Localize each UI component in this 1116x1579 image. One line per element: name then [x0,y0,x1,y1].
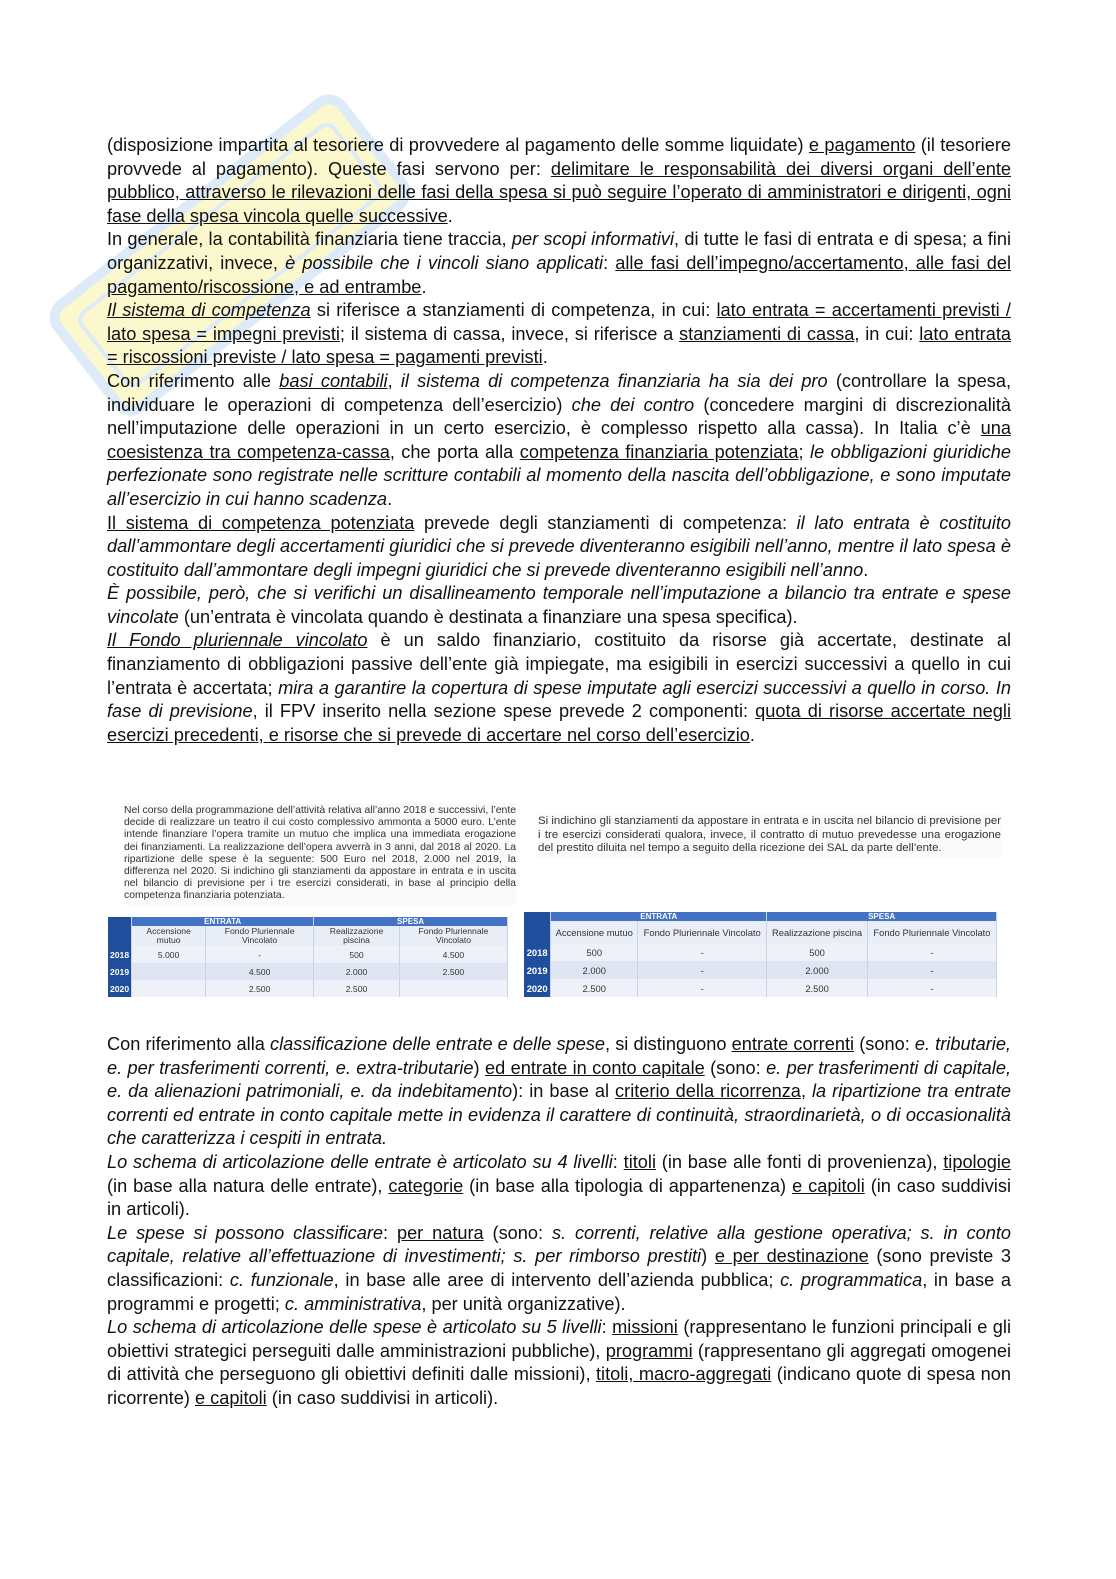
text-run: (disposizione impartita al tesoriere di provvedere al pagamento delle somme liquidate) [107,135,809,155]
column-header: Fondo Pluriennale Vincolato [206,926,314,946]
table-cell: - [867,943,996,961]
table-row [524,943,997,961]
paragraph [107,134,1011,228]
text-run: . [387,488,393,509]
text-run: Con riferimento alla [107,1034,270,1054]
text-run: e. per trasferimenti di capitale, e. da alienazioni patrimoniali, e. da indebitamento [107,1057,1012,1102]
text-run: , si distinguono [605,1034,732,1054]
text-run: , in cui: [854,323,920,344]
top-text-block [107,134,1011,747]
text-run: . [542,347,548,368]
table-cell: 2.500 [551,979,638,997]
text-run: In generale, la contabilità finanziaria tiene traccia, [107,229,512,250]
table-cell: 5.000 [132,946,206,963]
text-run: e pagamento [808,135,916,155]
text-run: Lo schema di articolazione delle spese è articolato su 5 livelli [107,1317,602,1338]
text-run: Lo schema di articolazione delle entrate è articolato su 4 livelli [107,1151,613,1172]
paragraph [107,512,1011,583]
budget-table-right [524,912,997,997]
text-run: le obbligazioni giuridiche perfezionate sono registrate nelle scritture contabili al momento della nascita dell’obbligazione, e sono imputate all’esercizio in cui hanno scadenza [107,441,1011,509]
table-row [524,961,997,979]
text-run: Con riferimento alle [107,370,280,391]
text-run: titoli [623,1151,656,1172]
group-header-entrata: ENTRATA [551,912,767,921]
paragraph [107,370,1011,512]
paragraph [107,582,1011,629]
column-header: Fondo Pluriennale Vincolato [867,921,996,943]
text-run: entrate correnti [731,1034,855,1054]
year-cell: 2020 [524,979,551,997]
text-run: lato entrata = accertamenti previsti / lato spesa = impegni previsti [107,300,1011,344]
paragraph [107,299,1011,370]
text-run: delimitare le responsabilità dei diversi organi dell’ente pubblico, attraverso le rilevazioni delle fasi della spesa si può seguire l’operato di amministratori e dirigenti, ogni fase della spesa vincola quelle successive [107,158,1011,226]
table-cell: - [206,946,314,963]
year-cell: 2018 [108,946,132,963]
text-run: ) [701,1246,715,1267]
text-run: stanziamenti di cassa [679,323,855,344]
text-run: (il tesoriere provvede al pagamento). Queste fasi servono per: [107,135,1011,179]
text-run: Il sistema di competenza potenziata [107,512,415,533]
table-cell [132,980,206,997]
text-run: e per destinazione [714,1246,869,1267]
text-run: . [421,276,427,297]
text-run: , di tutte le fasi di entrata e di spesa; a fini organizzativi, invece, [107,229,1011,273]
text-run: È possibile, però, che si verifichi un disallineamento temporale nell’imputazione a bilancio tra entrate e spese vincolate [107,583,1011,627]
table-corner [108,926,132,946]
table-cell: 500 [551,943,638,961]
text-run: : [601,1317,613,1338]
text-run: (sono previste 3 classificazioni: [107,1246,1012,1290]
paragraph [107,1316,1011,1410]
group-header-entrata: ENTRATA [132,917,314,926]
table-corner [524,921,551,943]
text-run: ) [473,1057,485,1078]
text-run: per natura [396,1222,484,1243]
text-run: alle fasi dell’impegno/accertamento, alle fasi del pagamento/riscossione, e ad entrambe [107,252,1011,297]
text-run: Il sistema di competenza [107,300,311,321]
group-header-spesa: SPESA [314,917,508,926]
text-run: , che porta alla [389,441,520,462]
text-run: ; [798,441,811,462]
text-run: , per unità organizzative). [421,1293,626,1314]
table-cell: 500 [314,946,400,963]
text-run: categorie [388,1175,464,1196]
table-row [108,946,508,963]
text-run: ): in base al [512,1081,616,1102]
text-run: tipologie [943,1151,1011,1172]
table-cell: - [867,961,996,979]
table-cell [399,980,507,997]
paragraph [107,1151,1011,1222]
exercise-text-right: Si indichino gli stanziamenti da appostare in entrata e in uscita nel bilancio di previsione per i tre esercizi considerati qualora, invece, il contratto di mutuo prevedesse una erogazione del prestito diluita nel tempo a seguito della ricezione dei SAL da parte dell’ente. [538,813,1001,858]
text-run: per scopi informativi [511,229,675,250]
text-run: (sono: [704,1057,767,1078]
table-cell: 2.500 [206,980,314,997]
text-run: (un’entrata è vincolata quando è destinata a finanziare una spesa specifica). [178,606,798,627]
table-cell: - [638,943,767,961]
text-run: programmi [605,1340,693,1361]
text-run: e. tributarie, e. per trasferimenti correnti, e. extra-tributarie [107,1034,1011,1078]
text-run: quota di risorse accertate negli esercizi precedenti, e risorse che si prevede di accertare nel corso dell’esercizio [107,701,1011,745]
text-run: (rappresentano gli aggregati omogenei di attività che perseguono gli obiettivi definiti dalle missioni), [107,1340,1012,1385]
text-run: la ripartizione tra entrate correnti ed entrate in conto capitale mette in evidenza il carattere di continuità, straordinarietà, o di occasionalità che caratterizza i cespiti in entrata. [107,1081,1012,1149]
text-run: (sono: [854,1034,915,1054]
text-run: (concedere margini di discrezionalità nell’imputazione delle operazioni in un certo esercizio, è complesso rispetto alla cassa). In Italia c’è [107,394,1011,439]
text-run: , in base a programmi e progetti; [107,1269,1011,1314]
column-header: Fondo Pluriennale Vincolato [638,921,767,943]
text-run: il lato entrata è costituito dall’ammontare degli accertamenti giuridici che si prevede diventeranno esigibili nell’anno, mentre il lato spesa è costituito dall’ammontare degli impegni giuridici che si prevede diventeranno esigibili nell’anno [107,512,1011,580]
table-corner [524,912,551,921]
text-run: (in base alle fonti di provenienza), [656,1151,944,1172]
text-run: competenza finanziaria potenziata [519,441,799,462]
table-row [524,979,997,997]
group-header-spesa: SPESA [767,912,997,921]
table-cell: 2.500 [767,979,868,997]
text-run: classificazione delle entrate e delle spese [269,1034,606,1054]
budget-table-left [108,917,508,997]
text-run: , il FPV inserito nella sezione spese prevede 2 componenti: [252,701,756,722]
text-run: c. funzionale [229,1269,334,1290]
table-cell: 2.500 [314,980,400,997]
text-run: : [603,252,616,273]
table-cell: 500 [767,943,868,961]
text-run: è possibile che i vincoli siano applicati [285,252,604,273]
text-run: lato entrata = riscossioni previste / lato spesa = pagamenti previsti [107,323,1011,368]
column-header: Accensione mutuo [132,926,206,946]
text-run: (in base alla tipologia di appartenenza) [463,1175,793,1196]
text-run: prevede degli stanziamenti di competenza: [414,512,797,533]
table-cell: - [867,979,996,997]
text-run: (controllare la spesa, individuare le operazioni di competenza dell’esercizio) [107,370,1012,415]
table-cell: 2.500 [399,963,507,980]
text-run: (indicano quote di spesa non ricorrente) [107,1364,1011,1408]
text-run: criterio della ricorrenza [615,1081,801,1102]
text-run: e capitoli [194,1387,267,1408]
paragraph [107,1033,1011,1151]
column-header: Fondo Pluriennale Vincolato [399,926,507,946]
text-run: c. amministrativa [284,1293,422,1314]
text-run: (in caso suddivisi in articoli). [107,1175,1011,1220]
table-cell: 2.000 [767,961,868,979]
table-cell: 4.500 [399,946,507,963]
table-cell [132,963,206,980]
text-run: e capitoli [792,1175,865,1196]
table-cell: 2.000 [551,961,638,979]
text-run: basi contabili [279,370,388,391]
text-run: , [387,370,401,391]
year-cell: 2019 [108,963,132,980]
text-run: il sistema di competenza finanziaria ha sia dei pro [400,370,828,391]
table-cell: 2.000 [314,963,400,980]
text-run: s. correnti, relative alla gestione operativa; s. in conto capitale, relative all’effettuazione di investimenti; s. per rimborso prestiti [107,1222,1011,1267]
text-run: è un saldo finanziario, costituito da risorse già accertate, destinate al finanziamento di obbligazioni passive dell’ente già impiegate, ma esigibili in esercizi successivi a quello in cui l’entrata è accertata; [107,630,1011,698]
table-row [108,980,508,997]
text-run: , [800,1081,813,1102]
text-run: (in caso suddivisi in articoli). [266,1387,499,1408]
paragraph [107,629,1011,747]
text-run: (rappresentano le funzioni principali e gli obiettivi strategici perseguiti dalle amministrazioni pubbliche), [107,1317,1012,1361]
text-run: Le spese si possono classificare [107,1222,384,1243]
paragraph [107,228,1011,299]
text-run: ed entrate in conto capitale [485,1057,705,1078]
table-cell: 4.500 [206,963,314,980]
text-run: . [749,724,755,745]
text-run: c. programmatica [780,1269,923,1290]
text-run: missioni [612,1317,678,1338]
year-cell: 2020 [108,980,132,997]
table-cell: - [638,979,767,997]
table-corner [108,917,132,926]
text-run: (sono: [483,1222,552,1243]
text-run: . [447,205,453,226]
table-row [108,963,508,980]
table-cell: - [638,961,767,979]
column-header: Realizzazione piscina [767,921,868,943]
year-cell: 2019 [524,961,551,979]
text-run: Il Fondo pluriennale vincolato [107,630,368,651]
text-run: . [863,559,869,580]
exercise-text-left: Nel corso della programmazione dell’attività relativa all’anno 2018 e successivi, l’ente decide di realizzare un teatro il cui costo complessivo ammonta a 5000 euro. L’ente intende finanziare l’opera tramite un mutuo che implica una immediata erogazione dei finanziamenti. La realizzazione dell’opera avverrà in 3 anni, dal 2018 al 2020. La ripartizione delle spese è la seguente: 500 Euro nel 2018, 2.000 nel 2019, la differenza nel 2020. Si indichino gli stanziamenti da appostare in entrata e in uscita nel bilancio di previsione per i tre esercizi considerati, in base al principio della competenza finanziaria potenziata. [124,803,516,905]
text-run: si riferisce a stanziamenti di competenza, in cui: [310,300,717,321]
paragraph [107,1222,1011,1316]
text-run: ; il sistema di cassa, invece, si riferisce a [339,323,680,344]
year-cell: 2018 [524,943,551,961]
text-run: , in base alle aree di intervento dell’azienda pubblica; [333,1269,781,1290]
text-run: una coesistenza tra competenza-cassa [107,418,1011,462]
text-run: : [383,1222,397,1243]
text-run: che dei contro [571,394,695,415]
text-run: : [612,1151,624,1172]
text-run: titoli, macro-aggregati [596,1364,772,1385]
text-run: mira a garantire la copertura di spese imputate agli esercizi successivi a quello in corso. In fase di previsione [107,677,1011,722]
text-run: (in base alla natura delle entrate), [107,1175,389,1196]
column-header: Accensione mutuo [551,921,638,943]
bottom-text-block [107,1033,1011,1411]
column-header: Realizzazione piscina [314,926,400,946]
